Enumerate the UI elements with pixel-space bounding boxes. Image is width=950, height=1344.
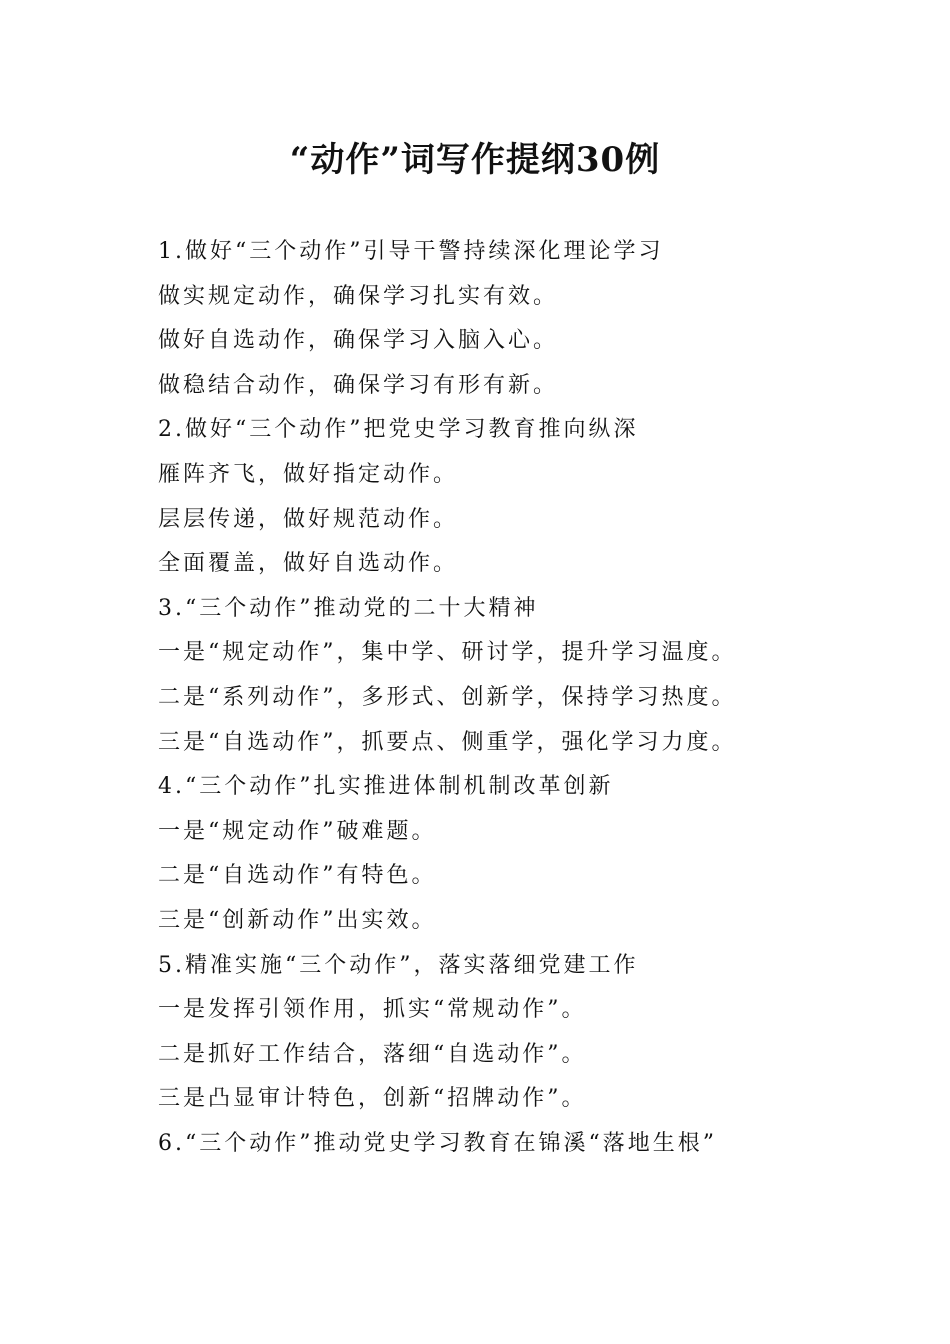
outline-line: 二是“自选动作”有特色。: [158, 863, 437, 889]
document-title: “动作”词写作提纲30例: [289, 140, 661, 180]
outline-line: 一是“规定动作”，集中学、研讨学，提升学习温度。: [158, 640, 737, 666]
outline-line: 4.“三个动作”扎实推进体制机制改革创新: [158, 774, 614, 800]
outline-line: 一是“规定动作”破难题。: [158, 818, 437, 844]
outline-line: 雁阵齐飞，做好指定动作。: [158, 461, 459, 487]
outline-list: [158, 230, 898, 1166]
outline-line: 5.精准实施“三个动作”，落实落细党建工作: [158, 952, 639, 978]
outline-line: 6.“三个动作”推动党史学习教育在锦溪“落地生根”: [158, 1130, 717, 1156]
outline-line: 三是“自选动作”，抓要点、侧重学，强化学习力度。: [158, 729, 737, 755]
outline-line: 做实规定动作，确保学习扎实有效。: [158, 283, 559, 309]
outline-line: 做稳结合动作，确保学习有形有新。: [158, 372, 559, 398]
outline-line: 做好自选动作，确保学习入脑入心。: [158, 328, 559, 354]
outline-line: 三是凸显审计特色，创新“招牌动作”。: [158, 1086, 587, 1112]
outline-line: 二是“系列动作”，多形式、创新学，保持学习热度。: [158, 684, 737, 710]
outline-line: 全面覆盖，做好自选动作。: [158, 551, 459, 577]
outline-line: 3.“三个动作”推动党的二十大精神: [158, 595, 539, 621]
outline-line: 三是“创新动作”出实效。: [158, 907, 437, 933]
outline-line: 一是发挥引领作用，抓实“常规动作”。: [158, 997, 587, 1023]
outline-line: 二是抓好工作结合，落细“自选动作”。: [158, 1041, 587, 1067]
outline-line: 2.做好“三个动作”把党史学习教育推向纵深: [158, 417, 639, 443]
outline-line: 1.做好“三个动作”引导干警持续深化理论学习: [158, 239, 664, 264]
outline-line: 层层传递，做好规范动作。: [158, 506, 459, 532]
